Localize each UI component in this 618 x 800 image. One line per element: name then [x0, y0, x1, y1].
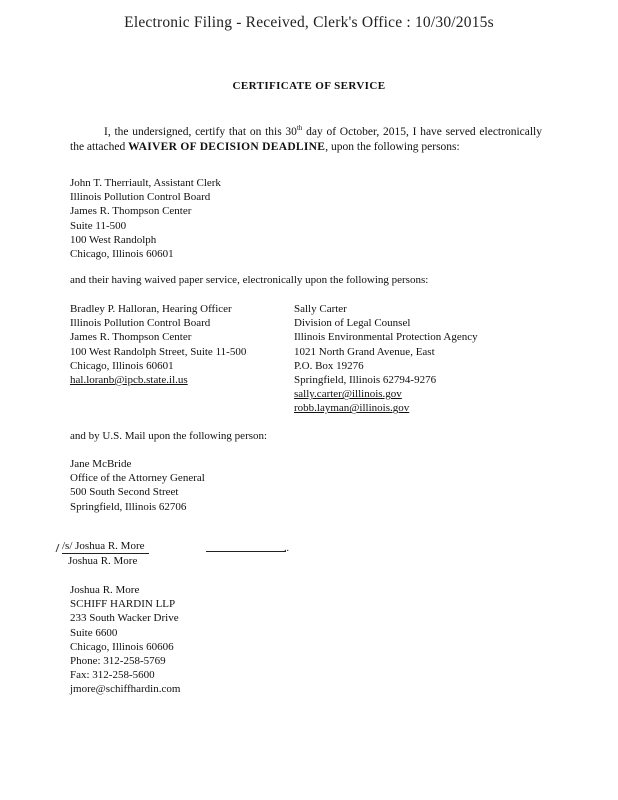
certification-text-part3: , upon the following persons:	[325, 140, 460, 153]
hearing-officer-address-block	[70, 302, 246, 387]
phone-line: Phone: 312-258-5769	[70, 655, 166, 668]
contact-line: Suite 6600	[70, 626, 118, 639]
waived-service-text: and their having waived paper service, electronically upon the following persons:	[70, 274, 429, 286]
certification-paragraph	[70, 121, 542, 155]
clerk-address-block	[70, 176, 221, 261]
certification-superscript: th	[296, 124, 303, 132]
address-line: Office of the Attorney General	[70, 472, 205, 485]
document-title: CERTIFICATE OF SERVICE	[232, 80, 386, 92]
address-line: Illinois Environmental Protection Agency	[294, 331, 478, 344]
contact-line: 233 South Wacker Drive	[70, 612, 179, 625]
sally-carter-email-link[interactable]: sally.carter@illinois.gov	[294, 388, 402, 401]
firm-name: SCHIFF HARDIN LLP	[70, 598, 176, 611]
iepa-address-block	[294, 302, 478, 416]
address-line: Bradley P. Halloran, Hearing Officer	[70, 303, 232, 315]
document-name-bold: WAIVER OF DECISION DEADLINE	[128, 140, 326, 153]
address-line: 100 West Randolph	[70, 233, 157, 246]
address-line: Chicago, Illinois 60601	[70, 359, 174, 372]
address-line: James R. Thompson Center	[70, 205, 192, 218]
hearing-officer-email-link[interactable]: hal.loranb@ipcb.state.il.us	[70, 374, 188, 387]
address-line: John T. Therriault, Assistant Clerk	[70, 177, 221, 189]
address-line: 1021 North Grand Avenue, East	[294, 345, 435, 358]
attorney-general-address-block	[70, 457, 205, 514]
address-line: Springfield, Illinois 62794-9276	[294, 374, 437, 387]
address-line: 500 South Second Street	[70, 486, 179, 499]
contact-line: Chicago, Illinois 60606	[70, 640, 174, 653]
signer-printed-name: Joshua R. More	[68, 555, 138, 567]
signature-rule	[206, 551, 286, 552]
filing-stamp-header: Electronic Filing - Received, Clerk's Office : 10/30/2015s	[124, 14, 494, 31]
fax-line: Fax: 312-258-5600	[70, 669, 155, 682]
certification-text-part2: day of October, 2015, I have served electronically the attached	[70, 125, 542, 153]
contact-email: jmore@schiffhardin.com	[70, 683, 181, 696]
electronic-signature: /s/ Joshua R. More	[62, 539, 149, 554]
address-line: Illinois Pollution Control Board	[70, 191, 211, 204]
contact-line: Joshua R. More	[70, 584, 140, 596]
address-line: 100 West Randolph Street, Suite 11-500	[70, 345, 247, 358]
address-line: P.O. Box 19276	[294, 359, 364, 372]
address-line: Jane McBride	[70, 458, 132, 470]
address-line: Chicago, Illinois 60601	[70, 248, 174, 261]
robb-layman-email-link[interactable]: robb.layman@illinois.gov	[294, 402, 410, 415]
signature-contact-block	[70, 583, 180, 697]
address-line: Illinois Pollution Control Board	[70, 317, 211, 330]
us-mail-text: and by U.S. Mail upon the following person:	[70, 430, 268, 442]
address-line: Division of Legal Counsel	[294, 317, 411, 330]
address-line: Springfield, Illinois 62706	[70, 500, 187, 513]
signature-dots: ..	[284, 543, 289, 554]
signature-area	[62, 539, 149, 568]
certification-text-part1: I, the undersigned, certify that on this 30	[104, 125, 297, 138]
address-line: Sally Carter	[294, 303, 347, 315]
address-line: James R. Thompson Center	[70, 331, 192, 344]
address-line: Suite 11-500	[70, 219, 127, 232]
